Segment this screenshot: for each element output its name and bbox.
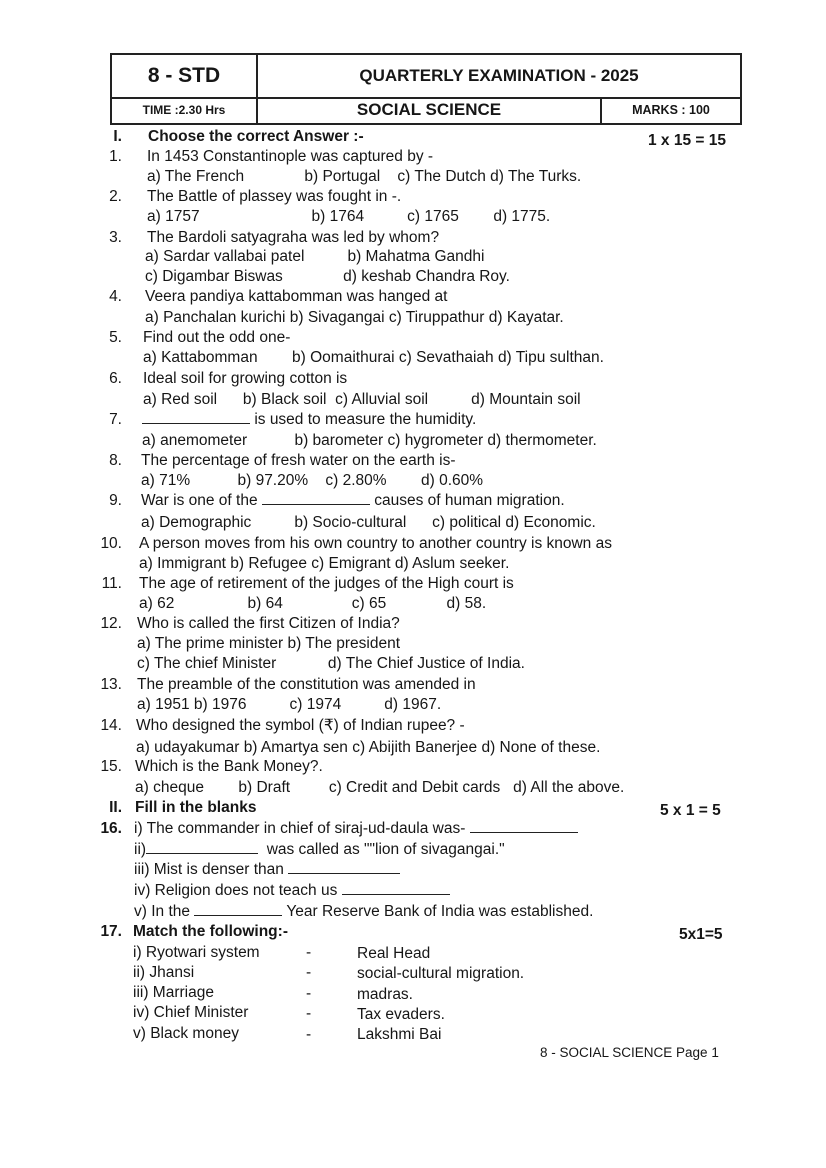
question-options: a) Panchalan kurichi b) Sivagangai c) Tiruppathur d) Kayatar. [145,309,564,326]
section-number: I. [113,128,122,145]
question-text-part: is used to measure the humidity. [254,411,477,428]
question-text: The Bardoli satyagraha was led by whom? [147,229,440,246]
question-options: a) 71% b) 97.20% c) 2.80% d) 0.60% [141,472,484,489]
fill-blank-line [134,819,578,838]
question-options: a) anemometer b) barometer c) hygrometer d) thermometer. [142,432,597,449]
question-number: 2. [109,188,122,205]
question-text: Which is the Bank Money?. [135,758,323,775]
question-text-part: i) The commander in chief of siraj-ud-daula was- [134,820,466,837]
question-number: 6. [109,370,122,387]
section-marks: 5 x 1 = 5 [660,802,721,819]
match-left-item: iv) Chief Minister [133,1004,249,1021]
question-number: 11. [101,575,122,592]
question-text: Who is called the first Citizen of India? [137,615,400,632]
section-title: Fill in the blanks [135,799,257,816]
question-text [142,410,476,429]
question-options: a) Red soil b) Black soil c) Alluvial soil d) Mountain soil [143,391,581,408]
question-options: c) Digambar Biswas d) keshab Chandra Roy. [145,268,510,285]
page-footer: 8 - SOCIAL SCIENCE Page 1 [540,1045,719,1060]
question-text-part: ii) [134,841,147,858]
answer-blank [342,881,450,895]
question-text: The preamble of the constitution was amended in [137,676,476,693]
question-text-part: iv) Religion does not teach us [134,882,338,899]
question-text: The percentage of fresh water on the earth is- [141,452,456,469]
match-right-item: madras. [357,986,413,1003]
question-text-part: Year Reserve Bank of India was established. [286,903,594,920]
subject-label: SOCIAL SCIENCE [258,97,602,123]
match-right-item: Tax evaders. [357,1006,445,1023]
answer-blank [470,819,578,833]
answer-blank [262,491,370,505]
answer-blank [142,410,250,424]
match-dash: - [306,1005,312,1022]
answer-blank [146,840,258,854]
match-left-item: iii) Marriage [133,984,214,1001]
section-number: II. [109,799,122,816]
question-options: a) The French b) Portugal c) The Dutch d) The Turks. [147,168,582,185]
question-text: Veera pandiya kattabomman was hanged at [145,288,448,305]
question-number: 8. [109,452,122,469]
question-options: a) udayakumar b) Amartya sen c) Abijith Banerjee d) None of these. [136,739,601,756]
question-number: 9. [109,492,122,509]
question-number: 17. [100,923,122,940]
question-options: a) The prime minister b) The president [137,635,401,652]
question-number: 4. [109,288,122,305]
question-number: 1. [109,148,122,165]
question-options: a) cheque b) Draft c) Credit and Debit cards d) All the above. [135,779,625,796]
fill-blank-line [134,860,400,879]
question-options: a) 1757 b) 1764 c) 1765 d) 1775. [147,208,551,225]
question-text: Ideal soil for growing cotton is [143,370,348,387]
question-text-part: v) In the [134,903,190,920]
fill-blank-line [134,840,505,859]
match-dash: - [306,944,312,961]
match-dash: - [306,1026,312,1043]
question-options: a) Sardar vallabai patel b) Mahatma Gandhi [145,248,485,265]
question-options: a) Immigrant b) Refugee c) Emigrant d) Aslum seeker. [139,555,510,572]
question-number: 14. [100,717,122,734]
header-row-bottom [112,97,740,123]
match-title: Match the following:- [133,923,288,940]
header-row-top [112,55,740,99]
match-left-item: ii) Jhansi [133,964,195,981]
question-options: a) Demographic b) Socio-cultural c) political d) Economic. [141,514,596,531]
question-text: Find out the odd one- [143,329,291,346]
question-options: a) 62 b) 64 c) 65 d) 58. [139,595,487,612]
match-dash: - [306,985,312,1002]
question-text-part: iii) Mist is denser than [134,861,284,878]
match-right-item: Real Head [357,945,431,962]
match-dash: - [306,964,312,981]
fill-blank-line [134,881,450,900]
question-number: 15. [100,758,122,775]
match-left-item: i) Ryotwari system [133,944,260,961]
section-marks: 5x1=5 [679,926,723,943]
match-left-item: v) Black money [133,1025,239,1042]
marks-label: MARKS : 100 [632,103,710,117]
standard-label: 8 - STD [112,55,258,97]
question-text: The age of retirement of the judges of the High court is [139,575,514,592]
time-label: TIME :2.30 Hrs [112,97,258,123]
match-right-item: Lakshmi Bai [357,1026,442,1043]
question-number: 13. [100,676,122,693]
fill-blank-line [134,902,593,921]
question-options: c) The chief Minister d) The Chief Justice of India. [137,655,525,672]
question-text: Who designed the symbol (₹) of Indian rupee? - [136,717,465,734]
question-text [141,491,565,510]
question-text: In 1453 Constantinople was captured by - [147,148,434,165]
question-number: 3. [109,229,122,246]
question-text: The Battle of plassey was fought in -. [147,188,402,205]
question-options: a) 1951 b) 1976 c) 1974 d) 1967. [137,696,442,713]
answer-blank [288,860,400,874]
section-marks: 1 x 15 = 15 [648,132,726,149]
question-number: 7. [109,411,122,428]
question-number: 5. [109,329,122,346]
question-number: 10. [100,535,122,552]
question-number: 12. [100,615,122,632]
question-number: 16. [100,820,122,837]
answer-blank [194,902,282,916]
question-options: a) Kattabomman b) Oomaithurai c) Sevathaiah d) Tipu sulthan. [143,349,604,366]
question-text-part: causes of human migration. [374,492,565,509]
exam-header-table [110,53,742,125]
match-right-item: social-cultural migration. [357,965,525,982]
question-text-part: was called as ""lion of sivagangai." [266,841,505,858]
section-title: Choose the correct Answer :- [148,128,364,145]
exam-title: QUARTERLY EXAMINATION - 2025 [359,66,639,85]
question-text-part: War is one of the [141,492,258,509]
question-text: A person moves from his own country to another country is known as [139,535,612,552]
